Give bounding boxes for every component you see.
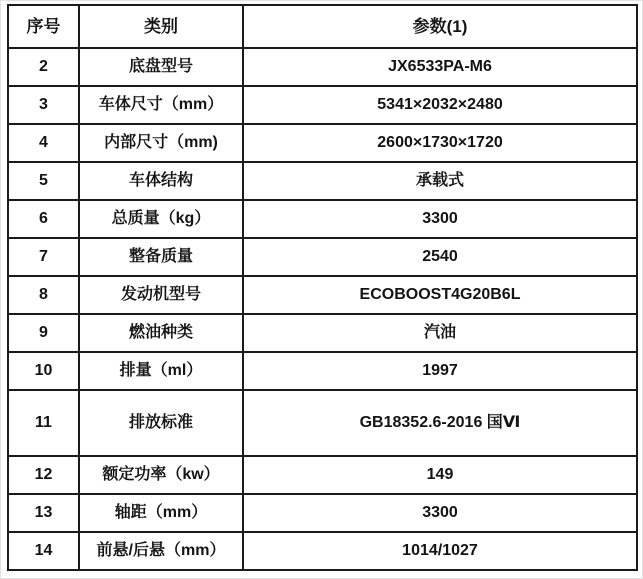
header-cell-category: 类别 bbox=[79, 5, 243, 48]
value-cell: ECOBOOST4G20B6L bbox=[243, 276, 637, 314]
serial-number-cell: 5 bbox=[8, 162, 79, 200]
serial-number-cell: 3 bbox=[8, 86, 79, 124]
category-cell: 底盘型号 bbox=[79, 48, 243, 86]
serial-number-cell: 2 bbox=[8, 48, 79, 86]
table-row bbox=[8, 456, 637, 494]
category-cell: 轴距（mm） bbox=[79, 494, 243, 532]
table-row bbox=[8, 48, 637, 86]
category-cell: 燃油种类 bbox=[79, 314, 243, 352]
table-row bbox=[8, 86, 637, 124]
serial-number-cell: 7 bbox=[8, 238, 79, 276]
table-row bbox=[8, 162, 637, 200]
category-cell: 总质量（kg） bbox=[79, 200, 243, 238]
header-cell-parameter: 参数(1) bbox=[243, 5, 637, 48]
value-cell: 承载式 bbox=[243, 162, 637, 200]
table-row bbox=[8, 238, 637, 276]
table-row bbox=[8, 390, 637, 456]
table-row bbox=[8, 276, 637, 314]
serial-number-cell: 8 bbox=[8, 276, 79, 314]
serial-number-cell: 4 bbox=[8, 124, 79, 162]
table-row bbox=[8, 314, 637, 352]
value-cell: 2600×1730×1720 bbox=[243, 124, 637, 162]
value-cell: 3300 bbox=[243, 200, 637, 238]
serial-number-cell: 11 bbox=[8, 390, 79, 456]
category-cell: 额定功率（kw） bbox=[79, 456, 243, 494]
value-cell: 1997 bbox=[243, 352, 637, 390]
table-row bbox=[8, 352, 637, 390]
value-cell: 2540 bbox=[243, 238, 637, 276]
category-cell: 内部尺寸（mm) bbox=[79, 124, 243, 162]
serial-number-cell: 12 bbox=[8, 456, 79, 494]
serial-number-cell: 13 bbox=[8, 494, 79, 532]
header-cell-serial-number: 序号 bbox=[8, 5, 79, 48]
table-header-row bbox=[8, 5, 637, 48]
serial-number-cell: 9 bbox=[8, 314, 79, 352]
category-cell: 车体尺寸（mm） bbox=[79, 86, 243, 124]
value-cell: 1014/1027 bbox=[243, 532, 637, 570]
category-cell: 排量（ml） bbox=[79, 352, 243, 390]
value-cell: 149 bbox=[243, 456, 637, 494]
table-row bbox=[8, 124, 637, 162]
category-cell: 发动机型号 bbox=[79, 276, 243, 314]
value-cell: JX6533PA-M6 bbox=[243, 48, 637, 86]
serial-number-cell: 6 bbox=[8, 200, 79, 238]
category-cell: 整备质量 bbox=[79, 238, 243, 276]
category-cell: 排放标准 bbox=[79, 390, 243, 456]
vehicle-spec-table bbox=[7, 4, 638, 571]
value-cell: 汽油 bbox=[243, 314, 637, 352]
serial-number-cell: 10 bbox=[8, 352, 79, 390]
category-cell: 车体结构 bbox=[79, 162, 243, 200]
value-cell: 3300 bbox=[243, 494, 637, 532]
table-row bbox=[8, 494, 637, 532]
value-cell: GB18352.6-2016 国Ⅵ bbox=[243, 390, 637, 456]
category-cell: 前悬/后悬（mm） bbox=[79, 532, 243, 570]
value-cell: 5341×2032×2480 bbox=[243, 86, 637, 124]
serial-number-cell: 14 bbox=[8, 532, 79, 570]
table-row bbox=[8, 532, 637, 570]
table-row bbox=[8, 200, 637, 238]
